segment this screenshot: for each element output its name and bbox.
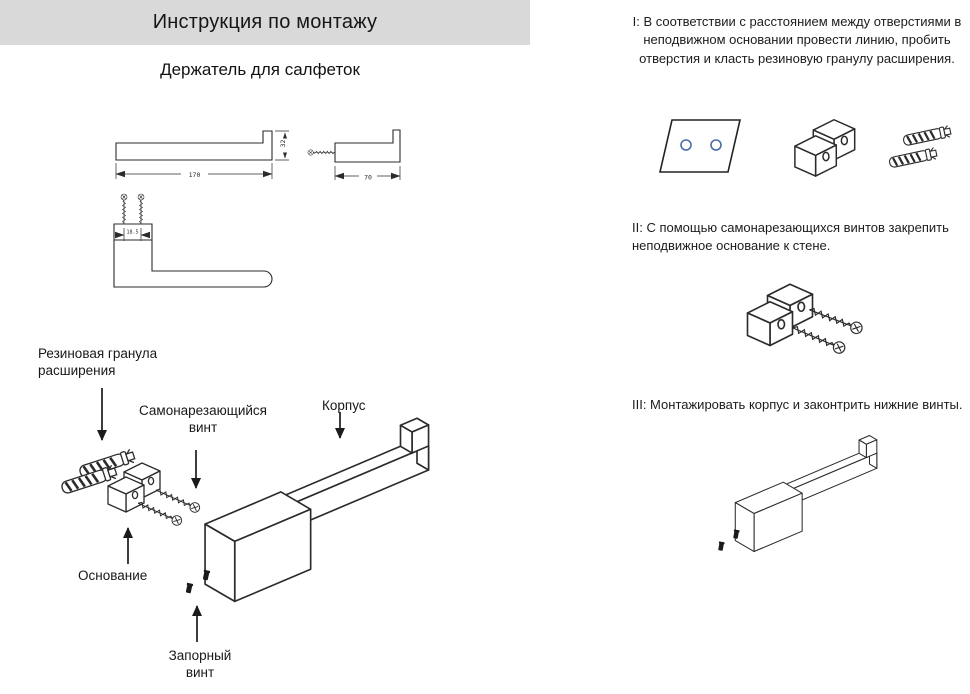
front-view	[116, 131, 291, 180]
body-part	[205, 418, 428, 601]
lock-screw-1	[718, 541, 725, 551]
wall-anchor-1	[902, 125, 951, 147]
tapping-screw-1	[807, 304, 863, 335]
step-1-text: I: В соответствии с расстоянием между отверстиями в неподвижном основании провести линию, пробить отверстия и класть резиновую гранулу расширения.	[632, 14, 962, 66]
label-body: Корпус	[322, 398, 366, 413]
header-bar	[0, 0, 530, 45]
lock-screw-1	[185, 583, 193, 594]
tapping-screw-2	[791, 323, 847, 355]
label-lock-screw: Запорный винт	[168, 648, 232, 680]
dim-hole-spacing: 18.5	[126, 229, 139, 236]
dim-length: 170	[188, 171, 201, 179]
wall-plate	[660, 120, 740, 172]
side-view	[308, 130, 400, 182]
label-rubber-plug: Резиновая гранула расширения	[38, 346, 158, 378]
body-part	[735, 436, 877, 552]
tapping-screw-1	[154, 486, 201, 514]
base-part	[795, 120, 855, 176]
dim-height: 32	[279, 139, 287, 148]
step-1-illustration	[640, 100, 960, 205]
step-3-illustration	[690, 425, 960, 575]
top-view	[114, 194, 272, 287]
product-subtitle: Держатель для салфеток	[160, 60, 360, 79]
base-part	[748, 284, 813, 345]
technical-drawing	[88, 112, 438, 302]
label-tapping-screw: Самонарезающийся винт	[139, 403, 267, 435]
step-2-text: II: С помощью самонарезающихся винтов закрепить неподвижное основание к стене.	[632, 220, 949, 254]
label-base: Основание	[78, 568, 148, 583]
wall-anchor-2	[888, 147, 937, 169]
step-3-text: III: Монтажировать корпус и законтрить нижние винты.	[632, 397, 963, 412]
page-title: Инструкция по монтажу	[152, 11, 378, 33]
dim-depth: 70	[364, 173, 372, 182]
step-2-illustration	[715, 270, 915, 385]
